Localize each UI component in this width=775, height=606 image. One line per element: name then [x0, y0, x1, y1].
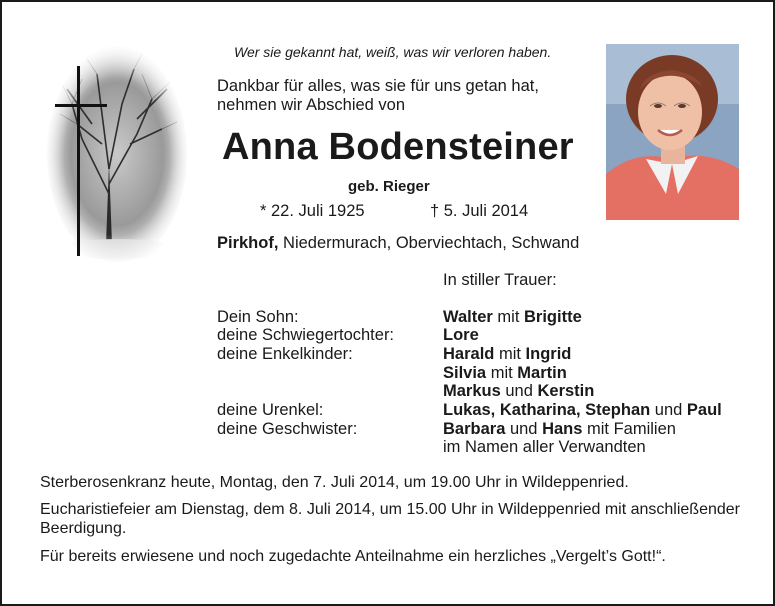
family-grandchild-3 — [443, 382, 594, 401]
places-line — [217, 234, 579, 253]
connector: mit — [494, 345, 526, 363]
relation-son: Dein Sohn: — [217, 308, 299, 326]
family-grandchild-2 — [443, 364, 567, 383]
cross-tree-image — [42, 44, 192, 269]
death-date: † 5. Juli 2014 — [430, 202, 529, 220]
name-grandchild: Silvia — [443, 364, 487, 382]
names-great-grandchildren: Lukas, Katharina, Stephan — [443, 401, 651, 419]
memorial-quote: Wer sie gekannt hat, weiß, was wir verloren haben. — [234, 44, 552, 60]
connector: und — [650, 401, 687, 419]
relation-grandchildren: deine Enkelkinder: — [217, 345, 353, 363]
name-son-partner: Brigitte — [524, 308, 582, 326]
connector: und — [500, 382, 538, 400]
name-grandchild: Markus — [443, 382, 501, 400]
relation-siblings: deine Geschwister: — [217, 420, 358, 438]
connector: und — [505, 420, 543, 438]
name-son: Walter — [443, 308, 493, 326]
birth-date: * 22. Juli 1925 — [260, 202, 365, 220]
places-others: Niedermurach, Oberviechtach, Schwand — [278, 234, 580, 252]
connector: mit — [492, 308, 524, 326]
thanks-text: Für bereits erwiesene und noch zugedachte Anteilnahme ein herzliches „Vergelt’s Gott!“. — [40, 548, 666, 565]
connector: mit — [486, 364, 518, 382]
maiden-name: geb. Rieger — [348, 178, 430, 195]
family-grandchild-1 — [443, 345, 571, 364]
name-partner: Martin — [517, 364, 567, 382]
intro-text — [217, 77, 539, 115]
family-relatives: im Namen aller Verwandten — [443, 438, 646, 456]
relation-great-grandchildren: deine Urenkel: — [217, 401, 324, 419]
name-great-grandchild: Paul — [686, 401, 722, 419]
name-sibling: Hans — [542, 420, 583, 438]
family-siblings — [443, 420, 676, 439]
deceased-name: Anna Bodensteiner — [222, 126, 574, 168]
relation-daughter-in-law: deine Schwiegertochter: — [217, 326, 395, 344]
family-great-grandchildren — [443, 401, 722, 420]
name-partner: Kerstin — [537, 382, 595, 400]
mourning-heading: In stiller Trauer: — [443, 271, 557, 289]
mass-announcement: Eucharistiefeier am Dienstag, dem 8. Juli 2014, um 15.00 Uhr in Wildeppenried mit anschließender Beerdigung. — [40, 501, 740, 537]
portrait-photo — [606, 44, 739, 220]
name-partner: Ingrid — [525, 345, 572, 363]
name-sibling: Barbara — [443, 420, 506, 438]
name-daughter-in-law: Lore — [443, 326, 479, 344]
rosary-announcement: Sterberosenkranz heute, Montag, den 7. Juli 2014, um 19.00 Uhr in Wildeppenried. — [40, 474, 629, 491]
sibling-families: mit Familien — [582, 420, 676, 438]
name-grandchild: Harald — [443, 345, 495, 363]
place-home: Pirkhof, — [217, 234, 279, 252]
family-daughter-in-law — [443, 326, 479, 345]
intro-line-2: nehmen wir Abschied von — [217, 96, 406, 114]
family-son — [443, 308, 582, 327]
intro-line-1: Dankbar für alles, was sie für uns getan hat, — [217, 77, 539, 95]
